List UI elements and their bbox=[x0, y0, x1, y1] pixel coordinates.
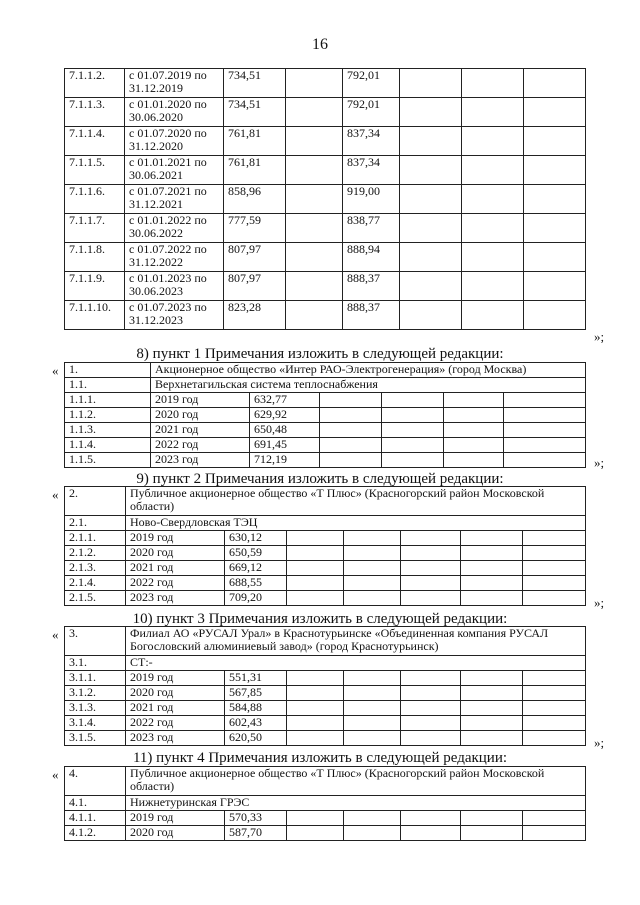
table-row bbox=[65, 408, 586, 423]
table-row bbox=[65, 453, 586, 468]
value-cell: 777,59 bbox=[224, 214, 286, 243]
value-cell bbox=[286, 214, 343, 243]
page-number: 16 bbox=[312, 36, 328, 53]
table-row bbox=[65, 243, 586, 272]
year-cell: 2019 год bbox=[151, 393, 250, 408]
row-number: 3.1.1. bbox=[65, 671, 126, 686]
empty-cell bbox=[401, 576, 461, 591]
table-row bbox=[65, 393, 586, 408]
row-number: 1.1.1. bbox=[65, 393, 151, 408]
tariff-table-7-1-1 bbox=[64, 68, 586, 330]
empty-cell bbox=[524, 272, 586, 301]
empty-cell bbox=[400, 98, 462, 127]
empty-cell bbox=[504, 408, 586, 423]
empty-cell bbox=[444, 453, 504, 468]
table-row bbox=[65, 272, 586, 301]
empty-cell bbox=[382, 423, 444, 438]
empty-cell bbox=[523, 591, 586, 606]
empty-cell bbox=[523, 671, 586, 686]
value-cell: 709,20 bbox=[225, 591, 287, 606]
year-cell: 2022 год bbox=[151, 438, 250, 453]
empty-cell bbox=[524, 301, 586, 330]
empty-cell bbox=[401, 686, 461, 701]
empty-cell bbox=[524, 243, 586, 272]
empty-cell bbox=[400, 185, 462, 214]
org-name: Публичное акционерное общество «Т Плюс» (Красногорский район Московской области) bbox=[126, 767, 586, 796]
period-cell: с 01.07.2023 по 31.12.2023 bbox=[125, 301, 224, 330]
empty-cell bbox=[504, 438, 586, 453]
section-heading: 11) пункт 4 Примечания изложить в следующей редакции: bbox=[132, 750, 508, 766]
empty-cell bbox=[401, 811, 461, 826]
empty-cell bbox=[344, 591, 401, 606]
org-number: 3. bbox=[65, 627, 126, 656]
table-row bbox=[65, 423, 586, 438]
table-row bbox=[65, 826, 586, 841]
row-number: 4.1.1. bbox=[65, 811, 126, 826]
empty-cell bbox=[523, 686, 586, 701]
empty-cell bbox=[287, 531, 344, 546]
empty-cell bbox=[400, 243, 462, 272]
sub-number: 4.1. bbox=[65, 796, 126, 811]
value-cell: 602,43 bbox=[225, 716, 287, 731]
empty-cell bbox=[287, 716, 344, 731]
year-cell: 2022 год bbox=[126, 576, 225, 591]
section-heading: 9) пункт 2 Примечания изложить в следующей редакции: bbox=[136, 471, 504, 487]
sub-name: Нижнетуринская ГРЭС bbox=[126, 796, 586, 811]
empty-cell bbox=[382, 408, 444, 423]
open-quote: « bbox=[52, 487, 59, 502]
table-row bbox=[65, 716, 586, 731]
empty-cell bbox=[400, 272, 462, 301]
empty-cell bbox=[462, 69, 524, 98]
empty-cell bbox=[444, 438, 504, 453]
sub-name: Ново-Свердловская ТЭЦ bbox=[126, 516, 586, 531]
empty-cell bbox=[320, 408, 382, 423]
empty-cell bbox=[287, 546, 344, 561]
year-cell: 2023 год bbox=[126, 591, 225, 606]
end-quote: »; bbox=[594, 329, 605, 344]
empty-cell bbox=[401, 826, 461, 841]
empty-cell bbox=[524, 185, 586, 214]
empty-cell bbox=[400, 127, 462, 156]
empty-cell bbox=[344, 701, 401, 716]
empty-cell bbox=[461, 546, 523, 561]
row-number: 1.1.4. bbox=[65, 438, 151, 453]
period-cell: с 01.01.2022 по 30.06.2022 bbox=[125, 214, 224, 243]
table-row bbox=[65, 301, 586, 330]
value-cell bbox=[286, 127, 343, 156]
value-cell: 734,51 bbox=[224, 69, 286, 98]
row-number: 4.1.2. bbox=[65, 826, 126, 841]
period-cell: с 01.07.2020 по 31.12.2020 bbox=[125, 127, 224, 156]
table-row bbox=[65, 671, 586, 686]
empty-cell bbox=[344, 811, 401, 826]
value-cell: 792,01 bbox=[343, 98, 400, 127]
period-cell: с 01.01.2020 по 30.06.2020 bbox=[125, 98, 224, 127]
section-table-3 bbox=[64, 626, 586, 746]
empty-cell bbox=[461, 576, 523, 591]
period-cell: с 01.07.2022 по 31.12.2022 bbox=[125, 243, 224, 272]
empty-cell bbox=[401, 671, 461, 686]
empty-cell bbox=[523, 531, 586, 546]
open-quote: « bbox=[52, 767, 59, 782]
org-name: Публичное акционерное общество «Т Плюс» (Красногорский район Московской области) bbox=[126, 487, 586, 516]
empty-cell bbox=[287, 671, 344, 686]
empty-cell bbox=[401, 591, 461, 606]
value-cell: 761,81 bbox=[224, 127, 286, 156]
value-cell: 792,01 bbox=[343, 69, 400, 98]
empty-cell bbox=[462, 98, 524, 127]
empty-cell bbox=[400, 69, 462, 98]
value-cell bbox=[286, 156, 343, 185]
table-row bbox=[65, 686, 586, 701]
empty-cell bbox=[287, 561, 344, 576]
value-cell: 691,45 bbox=[250, 438, 320, 453]
value-cell: 620,50 bbox=[225, 731, 287, 746]
year-cell: 2021 год bbox=[151, 423, 250, 438]
value-cell: 807,97 bbox=[224, 243, 286, 272]
row-number: 3.1.3. bbox=[65, 701, 126, 716]
row-number: 3.1.5. bbox=[65, 731, 126, 746]
table-row bbox=[65, 127, 586, 156]
empty-cell bbox=[524, 156, 586, 185]
empty-cell bbox=[523, 546, 586, 561]
empty-cell bbox=[461, 826, 523, 841]
end-quote: »; bbox=[594, 455, 605, 470]
empty-cell bbox=[344, 731, 401, 746]
table-row bbox=[65, 561, 586, 576]
empty-cell bbox=[401, 546, 461, 561]
empty-cell bbox=[382, 393, 444, 408]
org-name: Филиал АО «РУСАЛ Урал» в Краснотурьинске «Объединенная компания РУСАЛ Богословский алюминиевый завод» (город Краснотурьинск) bbox=[126, 627, 586, 656]
empty-cell bbox=[462, 301, 524, 330]
value-cell: 632,77 bbox=[250, 393, 320, 408]
empty-cell bbox=[344, 826, 401, 841]
empty-cell bbox=[400, 156, 462, 185]
row-number: 7.1.1.3. bbox=[65, 98, 125, 127]
empty-cell bbox=[401, 701, 461, 716]
sub-name: СТ:- bbox=[126, 656, 586, 671]
table-row bbox=[65, 438, 586, 453]
empty-cell bbox=[462, 127, 524, 156]
empty-cell bbox=[287, 826, 344, 841]
value-cell: 650,48 bbox=[250, 423, 320, 438]
table-row bbox=[65, 576, 586, 591]
value-cell: 823,28 bbox=[224, 301, 286, 330]
empty-cell bbox=[320, 438, 382, 453]
sub-name: Верхнетагильская система теплоснабжения bbox=[151, 378, 586, 393]
empty-cell bbox=[287, 731, 344, 746]
table-row bbox=[65, 69, 586, 98]
section-table-4 bbox=[64, 766, 586, 841]
empty-cell bbox=[504, 393, 586, 408]
value-cell: 837,34 bbox=[343, 156, 400, 185]
value-cell: 688,55 bbox=[225, 576, 287, 591]
year-cell: 2019 год bbox=[126, 671, 225, 686]
empty-cell bbox=[461, 686, 523, 701]
empty-cell bbox=[523, 561, 586, 576]
empty-cell bbox=[461, 561, 523, 576]
value-cell: 807,97 bbox=[224, 272, 286, 301]
table-row bbox=[65, 591, 586, 606]
empty-cell bbox=[462, 243, 524, 272]
row-number: 7.1.1.4. bbox=[65, 127, 125, 156]
empty-cell bbox=[524, 69, 586, 98]
value-cell: 630,12 bbox=[225, 531, 287, 546]
value-cell bbox=[286, 272, 343, 301]
row-number: 7.1.1.8. bbox=[65, 243, 125, 272]
empty-cell bbox=[462, 214, 524, 243]
table-row bbox=[65, 701, 586, 716]
period-cell: с 01.07.2019 по 31.12.2019 bbox=[125, 69, 224, 98]
value-cell: 629,92 bbox=[250, 408, 320, 423]
empty-cell bbox=[523, 811, 586, 826]
empty-cell bbox=[444, 423, 504, 438]
empty-cell bbox=[523, 716, 586, 731]
empty-cell bbox=[523, 576, 586, 591]
value-cell: 888,37 bbox=[343, 301, 400, 330]
open-quote: « bbox=[52, 627, 59, 642]
empty-cell bbox=[344, 561, 401, 576]
empty-cell bbox=[461, 716, 523, 731]
value-cell: 650,59 bbox=[225, 546, 287, 561]
value-cell: 587,70 bbox=[225, 826, 287, 841]
empty-cell bbox=[400, 214, 462, 243]
empty-cell bbox=[461, 531, 523, 546]
row-number: 7.1.1.5. bbox=[65, 156, 125, 185]
row-number: 7.1.1.7. bbox=[65, 214, 125, 243]
year-cell: 2022 год bbox=[126, 716, 225, 731]
empty-cell bbox=[524, 214, 586, 243]
empty-cell bbox=[461, 731, 523, 746]
year-cell: 2020 год bbox=[126, 686, 225, 701]
empty-cell bbox=[462, 185, 524, 214]
empty-cell bbox=[287, 576, 344, 591]
row-number: 2.1.5. bbox=[65, 591, 126, 606]
row-number: 2.1.4. bbox=[65, 576, 126, 591]
row-number: 1.1.2. bbox=[65, 408, 151, 423]
empty-cell bbox=[444, 408, 504, 423]
empty-cell bbox=[444, 393, 504, 408]
empty-cell bbox=[504, 453, 586, 468]
section-table-1 bbox=[64, 362, 586, 468]
empty-cell bbox=[344, 686, 401, 701]
empty-cell bbox=[523, 826, 586, 841]
period-cell: с 01.07.2021 по 31.12.2021 bbox=[125, 185, 224, 214]
row-number: 7.1.1.9. bbox=[65, 272, 125, 301]
empty-cell bbox=[287, 686, 344, 701]
table-row bbox=[65, 546, 586, 561]
empty-cell bbox=[320, 393, 382, 408]
value-cell: 888,37 bbox=[343, 272, 400, 301]
empty-cell bbox=[400, 301, 462, 330]
empty-cell bbox=[382, 438, 444, 453]
end-quote: »; bbox=[594, 735, 605, 750]
empty-cell bbox=[344, 531, 401, 546]
period-cell: с 01.01.2023 по 30.06.2023 bbox=[125, 272, 224, 301]
table-row bbox=[65, 185, 586, 214]
empty-cell bbox=[287, 701, 344, 716]
year-cell: 2020 год bbox=[151, 408, 250, 423]
empty-cell bbox=[462, 156, 524, 185]
value-cell: 584,88 bbox=[225, 701, 287, 716]
empty-cell bbox=[461, 591, 523, 606]
empty-cell bbox=[401, 731, 461, 746]
org-number: 4. bbox=[65, 767, 126, 796]
empty-cell bbox=[524, 127, 586, 156]
empty-cell bbox=[287, 811, 344, 826]
table-row bbox=[65, 811, 586, 826]
year-cell: 2020 год bbox=[126, 826, 225, 841]
empty-cell bbox=[344, 576, 401, 591]
row-number: 3.1.2. bbox=[65, 686, 126, 701]
empty-cell bbox=[287, 591, 344, 606]
end-quote: »; bbox=[594, 595, 605, 610]
row-number: 7.1.1.10. bbox=[65, 301, 125, 330]
period-cell: с 01.01.2021 по 30.06.2021 bbox=[125, 156, 224, 185]
row-number: 2.1.2. bbox=[65, 546, 126, 561]
empty-cell bbox=[320, 453, 382, 468]
value-cell: 551,31 bbox=[225, 671, 287, 686]
value-cell: 570,33 bbox=[225, 811, 287, 826]
value-cell: 734,51 bbox=[224, 98, 286, 127]
value-cell: 669,12 bbox=[225, 561, 287, 576]
year-cell: 2023 год bbox=[151, 453, 250, 468]
value-cell bbox=[286, 185, 343, 214]
row-number: 1.1.5. bbox=[65, 453, 151, 468]
value-cell: 838,77 bbox=[343, 214, 400, 243]
value-cell bbox=[286, 69, 343, 98]
empty-cell bbox=[462, 272, 524, 301]
org-number: 1. bbox=[65, 363, 151, 378]
row-number: 3.1.4. bbox=[65, 716, 126, 731]
value-cell: 761,81 bbox=[224, 156, 286, 185]
year-cell: 2021 год bbox=[126, 701, 225, 716]
empty-cell bbox=[523, 731, 586, 746]
row-number: 2.1.1. bbox=[65, 531, 126, 546]
org-number: 2. bbox=[65, 487, 126, 516]
empty-cell bbox=[461, 701, 523, 716]
value-cell: 712,19 bbox=[250, 453, 320, 468]
row-number: 7.1.1.6. bbox=[65, 185, 125, 214]
value-cell bbox=[286, 301, 343, 330]
open-quote: « bbox=[52, 363, 59, 378]
empty-cell bbox=[504, 423, 586, 438]
empty-cell bbox=[344, 546, 401, 561]
value-cell: 858,96 bbox=[224, 185, 286, 214]
empty-cell bbox=[524, 98, 586, 127]
year-cell: 2020 год bbox=[126, 546, 225, 561]
value-cell: 837,34 bbox=[343, 127, 400, 156]
empty-cell bbox=[344, 716, 401, 731]
value-cell: 888,94 bbox=[343, 243, 400, 272]
sub-number: 1.1. bbox=[65, 378, 151, 393]
value-cell: 567,85 bbox=[225, 686, 287, 701]
year-cell: 2019 год bbox=[126, 811, 225, 826]
section-heading: 10) пункт 3 Примечания изложить в следующей редакции: bbox=[132, 611, 508, 627]
empty-cell bbox=[461, 811, 523, 826]
year-cell: 2023 год bbox=[126, 731, 225, 746]
value-cell bbox=[286, 98, 343, 127]
table-row bbox=[65, 98, 586, 127]
table-row bbox=[65, 214, 586, 243]
sub-number: 3.1. bbox=[65, 656, 126, 671]
value-cell bbox=[286, 243, 343, 272]
table-row bbox=[65, 731, 586, 746]
empty-cell bbox=[320, 423, 382, 438]
empty-cell bbox=[382, 453, 444, 468]
org-name: Акционерное общество «Интер РАО-Электрогенерация» (город Москва) bbox=[151, 363, 586, 378]
empty-cell bbox=[401, 716, 461, 731]
table-row bbox=[65, 531, 586, 546]
row-number: 2.1.3. bbox=[65, 561, 126, 576]
table-row bbox=[65, 156, 586, 185]
year-cell: 2019 год bbox=[126, 531, 225, 546]
section-heading: 8) пункт 1 Примечания изложить в следующей редакции: bbox=[136, 346, 504, 362]
value-cell: 919,00 bbox=[343, 185, 400, 214]
empty-cell bbox=[401, 561, 461, 576]
empty-cell bbox=[461, 671, 523, 686]
row-number: 7.1.1.2. bbox=[65, 69, 125, 98]
empty-cell bbox=[523, 701, 586, 716]
empty-cell bbox=[401, 531, 461, 546]
section-table-2 bbox=[64, 486, 586, 606]
year-cell: 2021 год bbox=[126, 561, 225, 576]
sub-number: 2.1. bbox=[65, 516, 126, 531]
row-number: 1.1.3. bbox=[65, 423, 151, 438]
empty-cell bbox=[344, 671, 401, 686]
